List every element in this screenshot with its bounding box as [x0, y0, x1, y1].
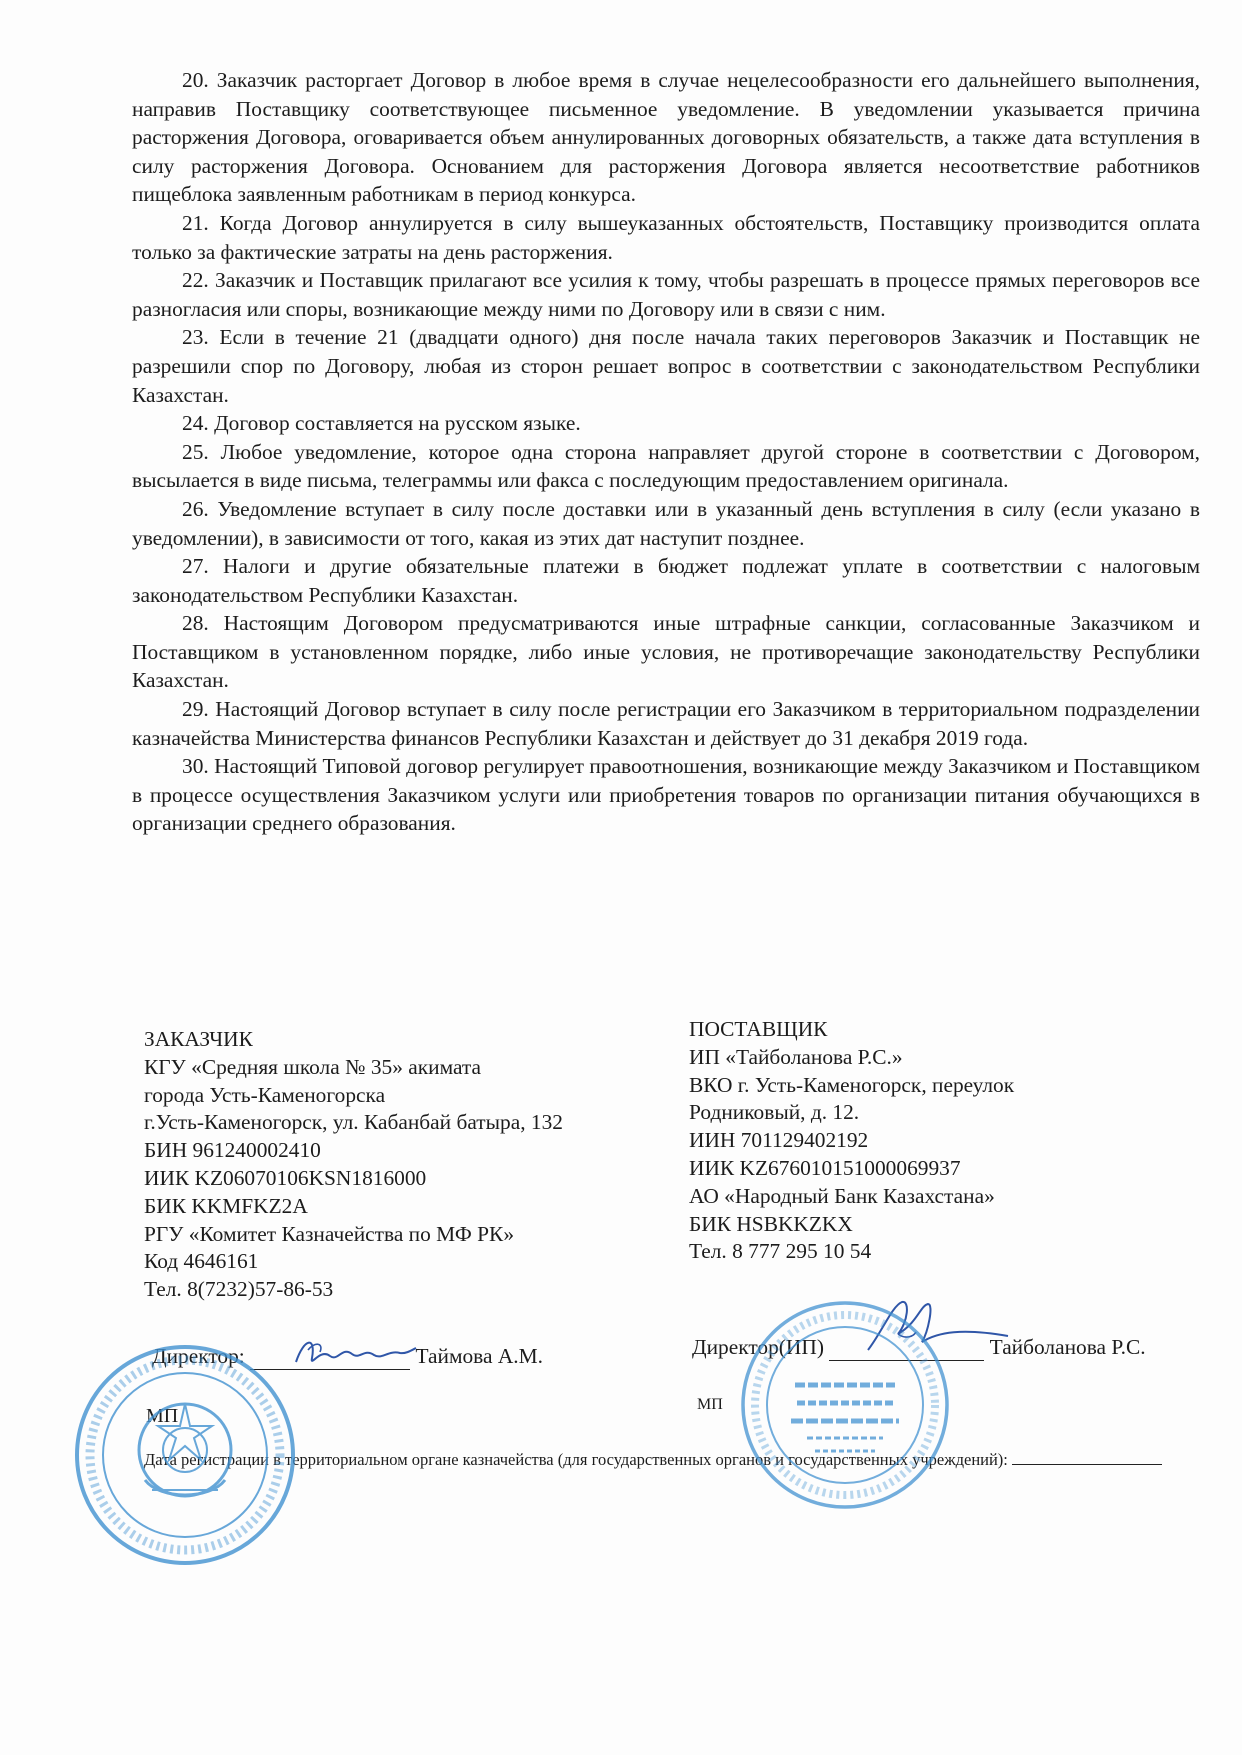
supplier-street: Родниковый, д. 12.	[689, 1100, 860, 1125]
clause-21: 21. Когда Договор аннулируется в силу вышеуказанных обстоятельств, Поставщику производится оплата только за фактические затраты на день расторжения.	[132, 210, 1200, 264]
clause-27: 27. Налоги и другие обязательные платежи в бюджет подлежат уплате в соответствии с налоговым законодательством Республики Казахстан.	[132, 554, 1200, 607]
customer-mp-label: МП	[146, 1405, 179, 1427]
clause-20: 20. Заказчик расторгает Договор в любое время в случае нецелесообразности его дальнейшего выполнения, направив Поставщику соответствующее письменное уведомление. В уведомлении указывается причина расторжения Договора, оговаривается объем аннулированных договорных обязательств, а также дата вступления в силу расторжения Договора. Основанием для расторжения Договора является несоответствие работников пищеблока заявленным работникам в период конкурса.	[132, 68, 1200, 207]
customer-city: города Усть-Каменогорска	[144, 1082, 386, 1107]
customer-signature-mark	[290, 1328, 420, 1378]
supplier-director-label: Директор(ИП)	[692, 1335, 824, 1359]
clause-25: 25. Любое уведомление, которое одна сторона направляет другой стороне в соответствии с Договором, высылается в виде письма, телеграммы или факса с последующим предоставлением оригинала.	[132, 439, 1200, 493]
customer-phone: Тел. 8(7232)57-86-53	[144, 1277, 334, 1302]
clause-28: 28. Настоящим Договором предусматриваются иные штрафные санкции, согласованные Заказчиком и Поставщиком в установленном порядке, либо иные условия, не противоречащие законодательству Республики Казахстан.	[132, 611, 1200, 693]
customer-stamp	[70, 1340, 300, 1570]
contract-body	[132, 66, 1200, 838]
customer-director-name: Таймова А.М.	[415, 1344, 543, 1368]
supplier-iik: ИИК KZ676010151000069937	[689, 1155, 961, 1180]
customer-treasury: РГУ «Комитет Казначейства по МФ РК»	[144, 1221, 515, 1246]
customer-director-label: Директор:	[152, 1344, 245, 1368]
customer-details	[144, 1026, 563, 1304]
customer-iik: ИИК KZ06070106KSN1816000	[144, 1165, 427, 1190]
supplier-org: ИП «Тайболанова Р.С.»	[689, 1044, 903, 1069]
supplier-bik: БИК HSBKKZKX	[689, 1211, 853, 1236]
supplier-iin: ИИН 701129402192	[689, 1128, 869, 1153]
customer-bin: БИН 961240002410	[144, 1138, 321, 1163]
registration-note	[144, 1447, 1212, 1473]
clause-23: 23. Если в течение 21 (двадцати одного) дня после начала таких переговоров Заказчик и Поставщик не разрешили спор по Договору, любая из сторон решает вопрос в соответствии с законодательством Республики Казахстан.	[132, 325, 1200, 407]
supplier-phone: Тел. 8 777 295 10 54	[689, 1239, 872, 1264]
customer-bik: БИК KKMFKZ2A	[144, 1193, 308, 1218]
clause-29: 29. Настоящий Договор вступает в силу после регистрации его Заказчиком в территориальном подразделении казначейства Министерства финансов Республики Казахстан и действует до 31 декабря 2019 года.	[132, 697, 1200, 750]
supplier-heading: ПОСТАВЩИК	[689, 1017, 828, 1041]
clause-30: 30. Настоящий Типовой договор регулирует правоотношения, возникающие между Заказчиком и Поставщиком в процессе осуществления Заказчиком услуги или приобретения товаров по организации питания обучающихся в организации среднего образования.	[132, 754, 1200, 836]
customer-heading: ЗАКАЗЧИК	[144, 1027, 253, 1051]
customer-org: КГУ «Средняя школа № 35» акимата	[144, 1054, 482, 1079]
registration-note-text: Дата регистрации в территориальном органе казначейства (для государственных органов и государственных учреждений):	[144, 1450, 1008, 1469]
registration-date-blank	[1012, 1450, 1162, 1465]
supplier-mp-label: МП	[697, 1396, 723, 1413]
supplier-details	[689, 1016, 1014, 1266]
supplier-city: ВКО г. Усть-Каменогорск, переулок	[689, 1072, 1015, 1097]
supplier-bank: АО «Народный Банк Казахстана»	[689, 1183, 995, 1208]
customer-address: г.Усть-Каменогорск, ул. Кабанбай батыра, 132	[144, 1110, 563, 1135]
supplier-stamp	[735, 1295, 955, 1515]
customer-code: Код 4646161	[144, 1249, 259, 1274]
supplier-director-name: Тайболанова Р.С.	[989, 1335, 1146, 1359]
clause-24: 24. Договор составляется на русском языке.	[182, 411, 581, 436]
clause-22: 22. Заказчик и Поставщик прилагают все усилия к тому, чтобы разрешать в процессе прямых переговоров все разногласия или споры, возникающие между ними по Договору или в связи с ним.	[132, 268, 1200, 321]
clause-26: 26. Уведомление вступает в силу после доставки или в указанный день вступления в силу (если указано в уведомлении), в зависимости от того, какая из этих дат наступит позднее.	[132, 496, 1200, 550]
